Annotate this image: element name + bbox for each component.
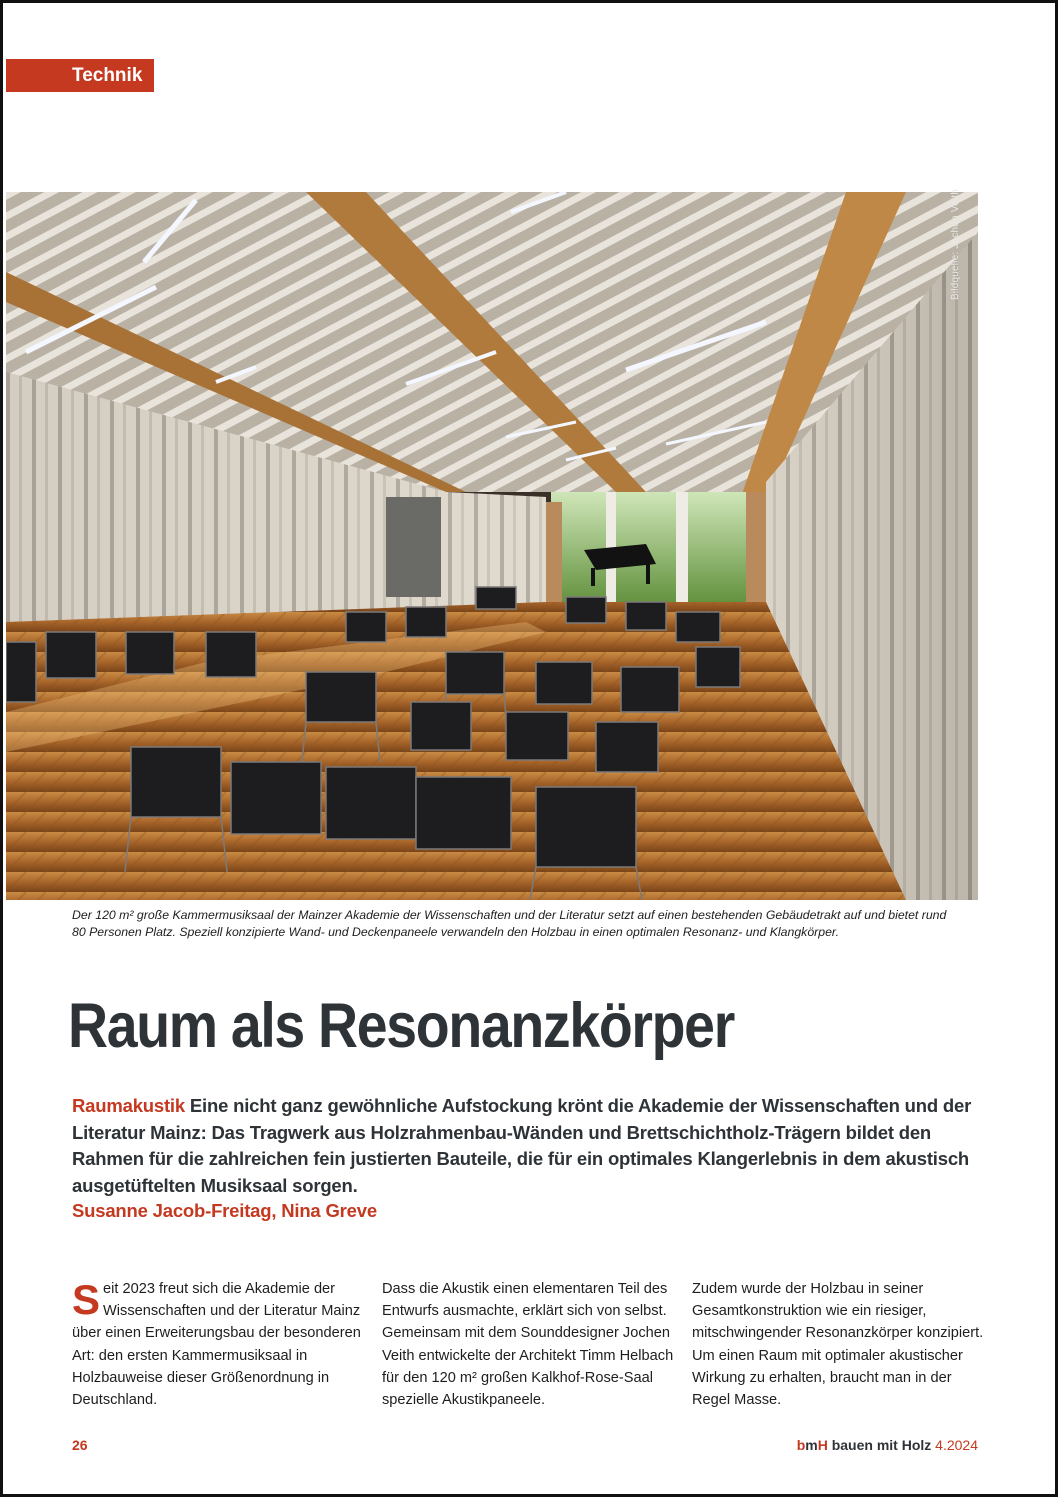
magazine-name: bauen mit Holz (827, 1437, 936, 1453)
page-number: 26 (72, 1437, 88, 1453)
brand-h: H (817, 1437, 828, 1453)
brand-m: m (805, 1437, 818, 1453)
body-column-1 (72, 1278, 367, 1411)
hero-photo-concert-hall (6, 192, 978, 900)
article-lead (72, 1093, 972, 1199)
issue-number: 4.2024 (935, 1437, 978, 1453)
body-column-1-text: eit 2023 freut sich die Akademie der Wissenschaften und der Literatur Mainz über einen Erweiterungsbau der besonderen Art: den ersten Kammermusiksaal in Holzbauweise dieser Größenordnung in Deutschland. (72, 1281, 361, 1409)
body-column-2: Dass die Akustik einen elementaren Teil des Entwurfs ausmachte, erklärt sich von selbst. Gemeinsam mit dem Sounddesigner Jochen Veith entwickelte der Architekt Timm Helbach für den 120 m² großen Kalkhof-Rose-Saal spezielle Akustikpaneele. (382, 1281, 674, 1409)
brand-b: b (796, 1437, 806, 1453)
article-headline: Raum als Resonanzkörper (68, 991, 734, 1061)
section-tag: Technik (6, 59, 154, 92)
drop-cap: S (72, 1276, 101, 1323)
photo-credit: Bildquelle: Jochen Veith (950, 189, 961, 300)
lead-kicker: Raumakustik (72, 1095, 185, 1116)
footer-magazine (797, 1437, 978, 1453)
photo-caption: Der 120 m² große Kammermusiksaal der Mainzer Akademie der Wissenschaften und der Literatur setzt auf einen bestehenden Gebäudetrakt auf und bietet rund 80 Personen Platz. Speziell konzipierte Wand- und Deckenpaneele verwandeln den Holzbau in einen optimalen Resonanz- und Klangkörper. (72, 908, 947, 939)
body-column-3: Zudem wurde der Holzbau in seiner Gesamtkonstruktion wie ein riesiger, mitschwingender Resonanzkörper konzipiert. Um einen Raum mit optimaler akustischer Wirkung zu erhalten, braucht man in der Regel Masse. (692, 1281, 984, 1409)
lead-text: Eine nicht ganz gewöhnliche Aufstockung krönt die Akademie der Wissenschaften und der Literatur Mainz: Das Tragwerk aus Holzrahmenbau-Wänden und Brettschichtholz-Trägern bildet den Rahmen für die zahlreichen fein justierten Bauteile, die für ein optimales Klangerlebnis in dem akustisch ausgetüftelten Musiksaal sorgen. (72, 1095, 972, 1196)
article-authors: Susanne Jacob-Freitag, Nina Greve (72, 1200, 377, 1221)
